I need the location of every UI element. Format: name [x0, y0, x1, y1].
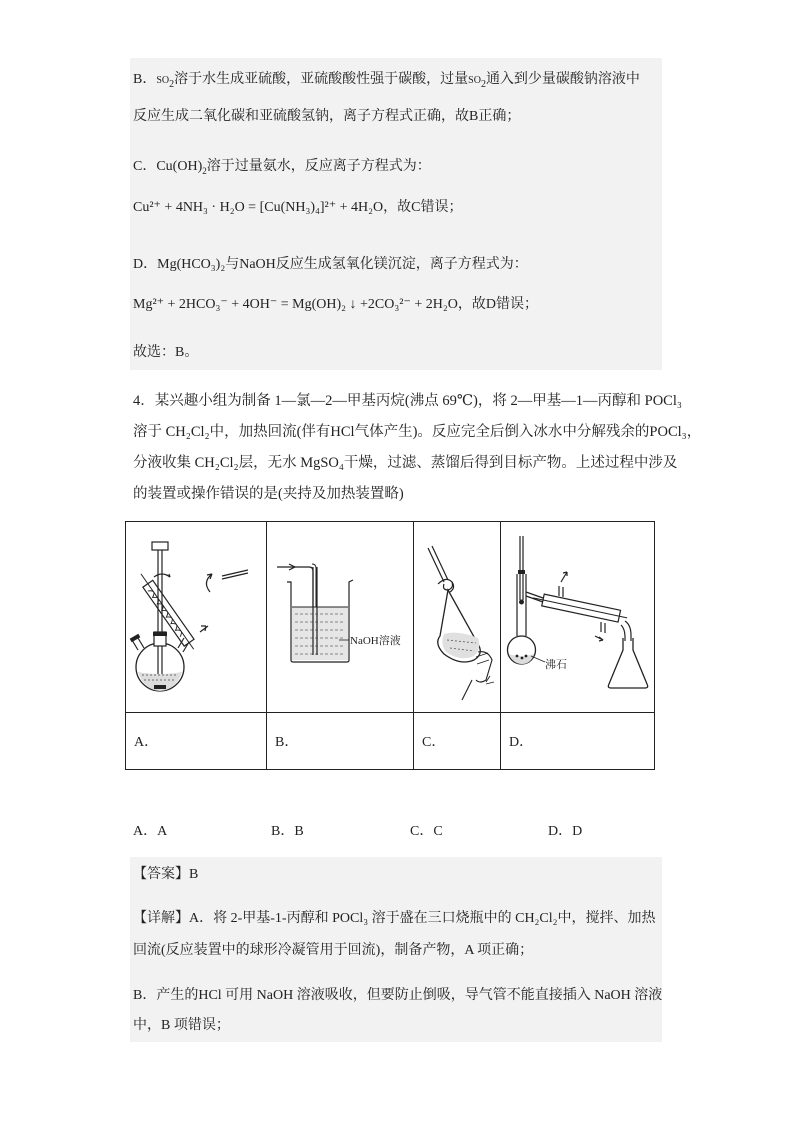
apparatus-d-cell	[501, 522, 655, 713]
solution-d-line1: D．Mg(HCO₃)₂与NaOH反应生成氢氧化镁沉淀，离子方程式为：	[133, 257, 528, 272]
solution-answer: 故选：B。	[133, 345, 199, 360]
apparatus-b-cell	[267, 522, 414, 713]
detail-line2: 回流(反应装置中的球形冷凝管用于回流)，制备产物，A 项正确；	[133, 943, 534, 958]
cell-label-c: C．	[414, 713, 501, 770]
solution-b-line2: 反应生成二氧化碳和亚硫酸氢钠，离子方程式正确，故B正确；	[133, 109, 521, 124]
question4-line3: 分液收集 CH₂Cl₂层，无水 MgSO₄干燥，过滤、蒸馏后得到目标产物。上述过程中涉及	[133, 455, 678, 471]
cell-label-d: D．	[501, 713, 655, 770]
option-a[interactable]: A．A	[133, 824, 168, 839]
cuoh2-formula: Cu(OH)	[156, 159, 203, 174]
naoh-label: NaOH溶液	[350, 635, 401, 647]
distillation-apparatus-diagram	[501, 522, 655, 712]
solution-b-line1: B．$SO_2$溶于水生成亚硫酸，亚硫酸酸性强于碳酸，过量$SO_2$通入到少量碳酸钠溶液中	[133, 72, 640, 90]
solution-d-equation: Mg²⁺ + 2HCO₃⁻ + 4OH⁻ = Mg(OH)₂ ↓ +2CO₃²⁻ + 2H₂O，故D错误；	[133, 297, 538, 312]
detail-line3: B．产生的HCl 可用 NaOH 溶液吸收，但要防止倒吸，导气管不能直接插入 NaOH 溶液	[133, 988, 663, 1003]
separatory-funnel-diagram	[414, 522, 501, 712]
question4-line1: 4．某兴趣小组为制备 1—氯—2—甲基丙烷(沸点 69℃)，将 2—甲基—1—丙醇和 POCl₃	[133, 393, 682, 409]
option-c[interactable]: C．C	[410, 824, 443, 839]
solution-c-equation: Cu²⁺ + 4NH₃ · H₂O = [Cu(NH₃)₄]²⁺ + 4H₂O，故C错误；	[133, 200, 463, 215]
question4-line2: 溶于 CH₂Cl₂中，加热回流(伴有HCl气体产生)。反应完全后倒入冰水中分解残余的POCl₃，	[133, 424, 702, 440]
apparatus-table	[125, 521, 655, 770]
detail-line4: 中，B 项错误；	[133, 1018, 230, 1033]
gas-absorption-diagram	[267, 522, 414, 712]
question4-line4: 的装置或操作错误的是(夹持及加热装置略)	[133, 486, 404, 502]
cell-label-a: A．	[126, 713, 267, 770]
boiling-stone-label: 沸石	[545, 659, 567, 671]
mghco3-formula: Mg(HCO₃)₂	[157, 257, 226, 272]
reflux-apparatus-diagram	[126, 522, 267, 712]
solution-c-line1: C．$Cu(OH)_2$溶于过量氨水，反应离子方程式为：	[133, 159, 431, 176]
answer-line: 【答案】B	[133, 867, 199, 882]
apparatus-a-cell	[126, 522, 267, 713]
cell-label-b: B．	[267, 713, 414, 770]
option-b[interactable]: B．B	[271, 824, 304, 839]
option-d[interactable]: D．D	[548, 824, 583, 839]
detail-line1: 【详解】A．将 2-甲基-1-丙醇和 POCl₃ 溶于盛在三口烧瓶中的 CH₂Cl₂中，搅拌、加热	[133, 911, 656, 926]
so2-formula-2: SO	[468, 75, 481, 86]
apparatus-c-cell	[414, 522, 501, 713]
so2-formula-1: SO	[156, 75, 170, 86]
